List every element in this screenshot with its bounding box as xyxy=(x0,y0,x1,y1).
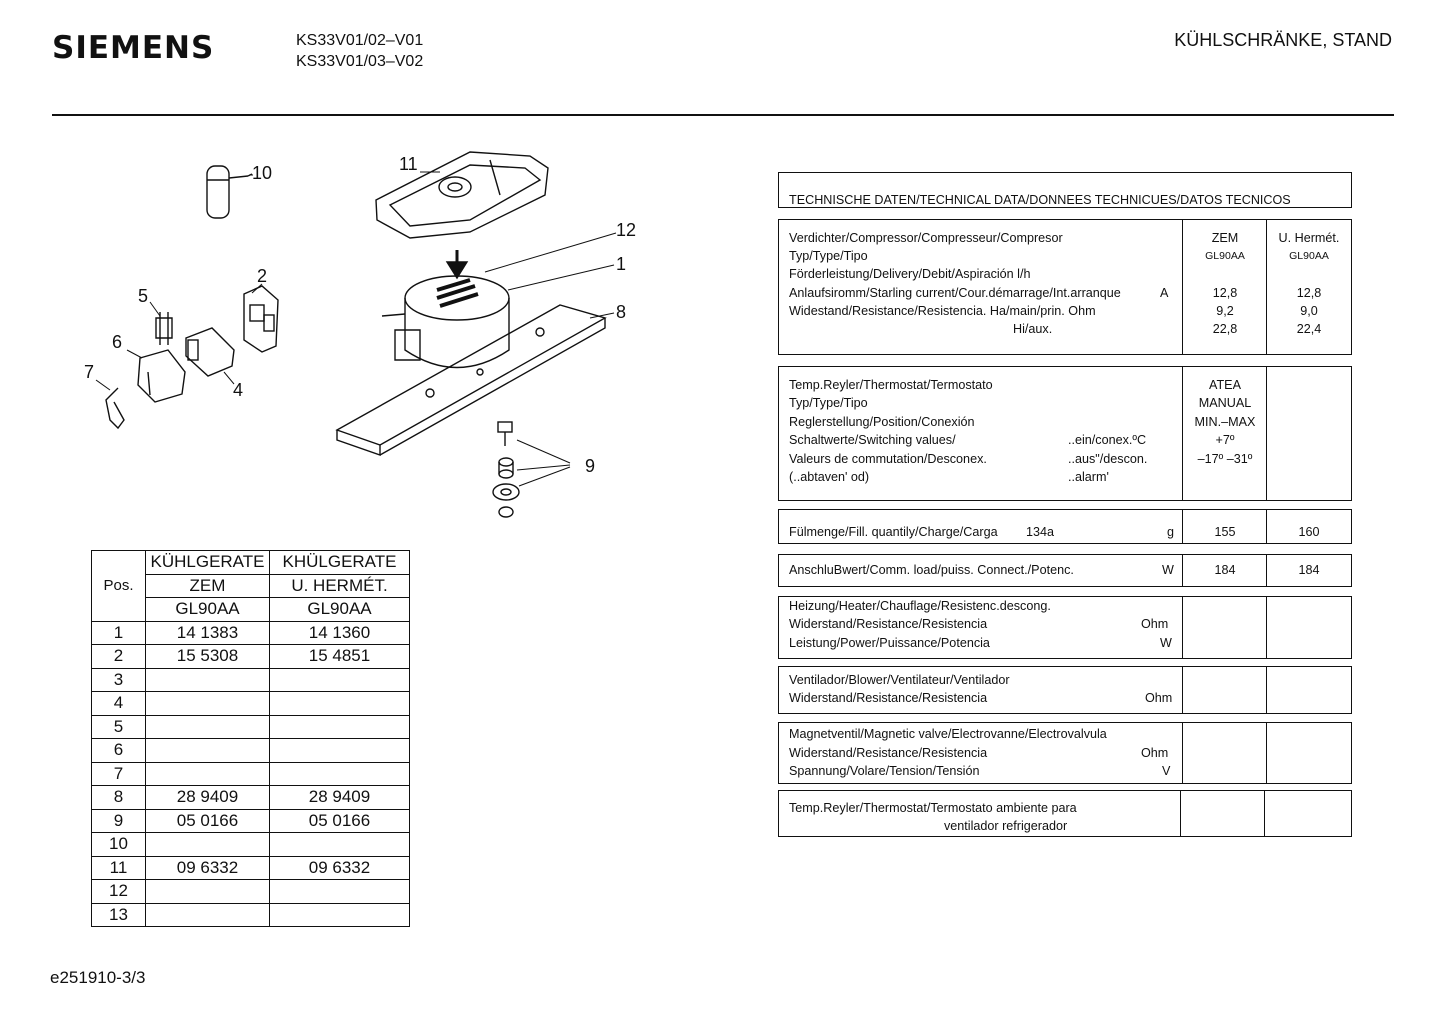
fill-zem: 155 xyxy=(1214,525,1236,539)
callout-11: 11 xyxy=(399,154,418,174)
valve-voltage-label: Spannung/Volare/Tension/Tensión xyxy=(789,764,980,778)
hermet-part-cell: 28 9409 xyxy=(270,786,410,810)
terminal-cap-drawing xyxy=(138,350,185,402)
hermet-type: GL90AA xyxy=(1289,250,1329,262)
pos-cell: 13 xyxy=(92,903,146,927)
zem-current: 12,8 xyxy=(1212,286,1238,300)
blower-label: Ventilador/Blower/Ventilateur/Ventilador xyxy=(789,673,1010,687)
table-row xyxy=(92,880,410,904)
load-label: AnschluBwert/Comm. load/puiss. Connect./Potenc. xyxy=(789,563,1074,577)
compressor-type-label: Typ/Type/Tipo xyxy=(789,249,868,263)
col2-model: GL90AA xyxy=(270,598,410,622)
thermostat-brand: ATEA xyxy=(1209,378,1241,392)
zem-part-cell xyxy=(146,762,270,786)
col1-model: GL90AA xyxy=(146,598,270,622)
table-row xyxy=(92,645,410,669)
tech-title: TECHNISCHE DATEN/TECHNICAL DATA/DONNEES TECHNICUES/DATOS TECNICOS xyxy=(789,193,1291,207)
pos-cell: 3 xyxy=(92,668,146,692)
hermet-part-cell xyxy=(270,903,410,927)
parts-table xyxy=(91,550,410,927)
brand-logo: SIEMENS xyxy=(52,30,215,66)
hermet-current: 12,8 xyxy=(1296,286,1322,300)
ambient-thermostat-sublabel: ventilador refrigerador xyxy=(944,819,1068,833)
hermet-brand: U. Hermét. xyxy=(1278,231,1340,245)
blower-resistance-label: Widerstand/Resistance/Resistencia xyxy=(789,691,988,705)
thermostat-type: MANUAL xyxy=(1198,396,1252,410)
pos-cell: 12 xyxy=(92,880,146,904)
callout-1: 1 xyxy=(616,254,627,274)
ambient-thermostat-box xyxy=(778,790,1352,837)
position-label: Reglerstellung/Position/Conexión xyxy=(789,415,975,429)
pos-cell: 2 xyxy=(92,645,146,669)
zem-res-main: 9,2 xyxy=(1216,304,1234,318)
zem-part-cell: 28 9409 xyxy=(146,786,270,810)
callout-8: 8 xyxy=(616,302,627,322)
col2-group: KHÜLGERATE xyxy=(270,551,410,575)
thermostat-position: MIN.–MAX xyxy=(1194,415,1256,429)
hermet-part-cell xyxy=(270,833,410,857)
compressor-drawing xyxy=(382,276,509,368)
compressor-label: Verdichter/Compressor/Compresseur/Compresor xyxy=(789,231,1063,245)
pos-cell: 10 xyxy=(92,833,146,857)
hermet-part-cell xyxy=(270,739,410,763)
thermostat-box xyxy=(778,366,1352,501)
col2-brand: U. HERMÉT. xyxy=(270,574,410,598)
callout-10: 10 xyxy=(252,163,273,183)
delivery-label: Förderleistung/Delivery/Debit/Aspiración l/h xyxy=(789,267,1031,281)
zem-part-cell xyxy=(146,739,270,763)
resistance-aux-label: Hi/aux. xyxy=(1013,322,1053,336)
valve-label: Magnetventil/Magnetic valve/Electrovanne/Electrovalvula xyxy=(789,727,1107,741)
hermet-part-cell xyxy=(270,880,410,904)
hermet-res-aux: 22,4 xyxy=(1296,322,1322,336)
mount-arrow xyxy=(447,250,467,278)
zem-part-cell: 15 5308 xyxy=(146,645,270,669)
zem-part-cell xyxy=(146,903,270,927)
model-line-1: KS33V01/02–V01 xyxy=(296,32,424,49)
zem-brand: ZEM xyxy=(1211,231,1239,245)
heater-box xyxy=(778,596,1352,659)
hermet-part-cell xyxy=(270,762,410,786)
callout-9: 9 xyxy=(585,456,596,476)
pos-cell: 4 xyxy=(92,692,146,716)
resistance-main-label: Widestand/Resistance/Resistencia. Ha/main/prin. Ohm xyxy=(789,304,1096,318)
heater-label: Heizung/Heater/Chauflage/Resistenc.descong. xyxy=(789,599,1051,613)
heater-resistance-label: Widerstand/Resistance/Resistencia xyxy=(789,617,988,631)
hermet-part-cell xyxy=(270,668,410,692)
mounting-hardware-drawing xyxy=(493,422,519,517)
zem-type: GL90AA xyxy=(1205,250,1245,262)
model-line-2: KS33V01/03–V02 xyxy=(296,53,424,70)
baseplate-drawing xyxy=(337,305,605,455)
valve-resistance-label: Widerstand/Resistance/Resistencia xyxy=(789,746,988,760)
hermet-part-cell: 15 4851 xyxy=(270,645,410,669)
ambient-thermostat-label: Temp.Reyler/Thermostat/Termostato ambiente para xyxy=(789,801,1077,815)
blower-resistance-unit: Ohm xyxy=(1145,691,1173,705)
zem-part-cell xyxy=(146,715,270,739)
table-header-row xyxy=(92,551,410,575)
pos-cell: 9 xyxy=(92,809,146,833)
zem-part-cell: 14 1383 xyxy=(146,621,270,645)
table-row xyxy=(92,739,410,763)
table-row xyxy=(92,621,410,645)
callout-4: 4 xyxy=(233,380,244,400)
table-row xyxy=(92,786,410,810)
document-id: e251910-3/3 xyxy=(50,968,146,987)
switching-off-label: Valeurs de commutation/Desconex. xyxy=(789,452,987,466)
switching-values-label: Schaltwerte/Switching values/ xyxy=(789,433,956,447)
table-row xyxy=(92,668,410,692)
relay-drawing xyxy=(244,286,278,352)
clip-drawing xyxy=(156,312,172,345)
pos-cell: 5 xyxy=(92,715,146,739)
callout-5: 5 xyxy=(138,286,149,306)
zem-res-aux: 22,8 xyxy=(1212,322,1238,336)
zem-part-cell xyxy=(146,692,270,716)
fill-unit: g xyxy=(1167,525,1175,539)
valve-resistance-unit: Ohm xyxy=(1141,746,1169,760)
callout-12: 12 xyxy=(616,220,637,240)
heater-power-label: Leistung/Power/Puissance/Potencia xyxy=(789,636,990,650)
col1-brand: ZEM xyxy=(146,574,270,598)
thermostat-on-value: +7º xyxy=(1215,433,1235,447)
defrost-label: (..abtaven' od) xyxy=(789,470,870,484)
tech-title-box xyxy=(778,172,1352,208)
zem-part-cell xyxy=(146,668,270,692)
pos-cell: 7 xyxy=(92,762,146,786)
valve-voltage-unit: V xyxy=(1162,764,1171,778)
refrigerant: 134a xyxy=(1026,525,1055,539)
compressor-box xyxy=(778,219,1352,355)
table-row xyxy=(92,856,410,880)
hermet-part-cell xyxy=(270,715,410,739)
callout-6: 6 xyxy=(112,332,123,352)
callout-7: 7 xyxy=(84,362,95,382)
spring-clip-drawing xyxy=(106,388,124,428)
load-box xyxy=(778,554,1352,587)
pos-cell: 6 xyxy=(92,739,146,763)
zem-part-cell xyxy=(146,880,270,904)
table-row xyxy=(92,692,410,716)
category-title: KÜHLSCHRÄNKE, STAND xyxy=(1174,30,1392,50)
table-row xyxy=(92,833,410,857)
pos-cell: 11 xyxy=(92,856,146,880)
table-row xyxy=(92,903,410,927)
fill-label: Fülmenge/Fill. quantily/Charge/Carga xyxy=(789,525,998,539)
thermostat-type-label: Typ/Type/Tipo xyxy=(789,396,868,410)
zem-part-cell xyxy=(146,833,270,857)
fill-box xyxy=(778,509,1352,544)
connector-block-drawing xyxy=(186,328,234,376)
valve-box xyxy=(778,722,1352,784)
callout-2: 2 xyxy=(257,266,268,286)
pos-header: Pos. xyxy=(92,551,146,622)
starting-current-label: Anlaufsiromm/Starling current/Cour.démarrage/Int.arranque xyxy=(789,286,1121,300)
blower-box xyxy=(778,666,1352,714)
heater-power-unit: W xyxy=(1160,636,1172,650)
table-row xyxy=(92,809,410,833)
load-hermet: 184 xyxy=(1298,563,1320,577)
hermet-part-cell: 14 1360 xyxy=(270,621,410,645)
thermostat-off-value: –17º –31º xyxy=(1197,452,1253,466)
thermostat-label: Temp.Reyler/Thermostat/Termostato xyxy=(789,378,993,392)
zem-part-cell: 09 6332 xyxy=(146,856,270,880)
fill-hermet: 160 xyxy=(1298,525,1320,539)
zem-part-cell: 05 0166 xyxy=(146,809,270,833)
hermet-part-cell xyxy=(270,692,410,716)
load-unit: W xyxy=(1162,563,1174,577)
pos-cell: 8 xyxy=(92,786,146,810)
starting-current-unit: A xyxy=(1160,286,1169,300)
table-row xyxy=(92,715,410,739)
table-row xyxy=(92,762,410,786)
hermet-part-cell: 05 0166 xyxy=(270,809,410,833)
switch-off-label: ..aus"/descon. xyxy=(1068,452,1148,466)
switch-on-label: ..ein/conex.ºC xyxy=(1068,433,1147,447)
load-zem: 184 xyxy=(1214,563,1236,577)
alarm-label: ..alarm' xyxy=(1068,470,1109,484)
hermet-part-cell: 09 6332 xyxy=(270,856,410,880)
col1-group: KÜHLGERATE xyxy=(146,551,270,575)
pos-cell: 1 xyxy=(92,621,146,645)
heater-resistance-unit: Ohm xyxy=(1141,617,1169,631)
capacitor-drawing xyxy=(207,166,252,218)
hermet-res-main: 9,0 xyxy=(1300,304,1318,318)
exploded-parts-diagram xyxy=(0,0,720,540)
